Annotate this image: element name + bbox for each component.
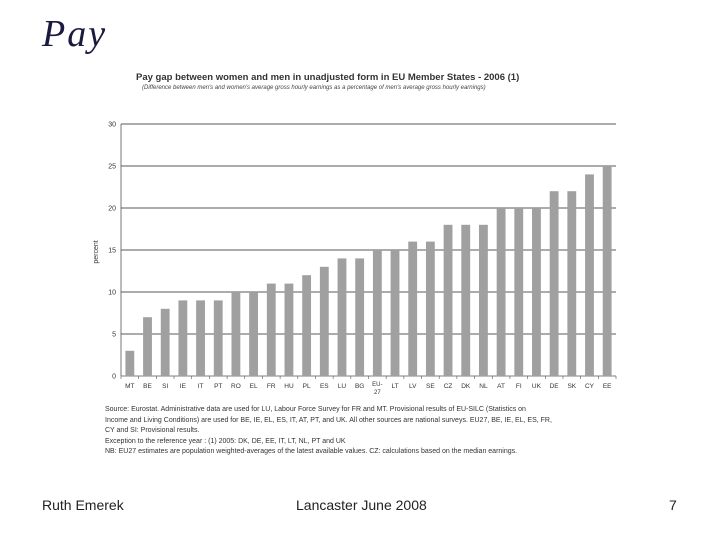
- bar-sk: [567, 191, 576, 376]
- bar-cy: [585, 174, 594, 376]
- bar-mt: [125, 351, 134, 376]
- x-tick-label: EE: [602, 383, 612, 390]
- bar-lu: [338, 258, 347, 376]
- x-tick-label: BE: [143, 383, 152, 390]
- bar-pl: [302, 275, 311, 376]
- bar-ro: [231, 292, 240, 376]
- bar-bg: [355, 258, 364, 376]
- bar-de: [550, 191, 559, 376]
- gridlines: [121, 124, 616, 376]
- x-tick-label: SI: [162, 383, 169, 390]
- y-tick-label: 10: [108, 289, 116, 297]
- bar-se: [426, 242, 435, 376]
- x-tick-label: PL: [302, 383, 311, 390]
- x-tick-label: HU: [284, 383, 294, 390]
- chart-notes: [105, 405, 615, 458]
- bar-dk: [461, 225, 470, 376]
- bar-uk: [532, 208, 541, 376]
- x-tick-label: EL: [249, 383, 258, 390]
- bar-eu-27: [373, 250, 382, 376]
- x-tick-label: AT: [497, 383, 506, 390]
- x-tick-label: BG: [354, 383, 365, 390]
- x-tick-label-cont: 27: [373, 390, 381, 396]
- bar-be: [143, 317, 152, 376]
- note-line: CY and SI: Provisional results.: [105, 427, 200, 434]
- x-tick-label: IE: [179, 383, 186, 390]
- y-tick-label: 15: [108, 247, 116, 255]
- y-tick-label: 25: [108, 163, 116, 171]
- bar-it: [196, 300, 205, 376]
- page-number: 7: [669, 497, 677, 513]
- bar-fr: [267, 284, 276, 376]
- bar-pt: [214, 300, 223, 376]
- footer-event: Lancaster June 2008: [296, 497, 427, 513]
- x-tick-label: DK: [461, 383, 471, 390]
- bar-at: [497, 208, 506, 376]
- bar-lt: [391, 250, 400, 376]
- bar-ie: [178, 300, 187, 376]
- y-tick-label: 0: [112, 373, 116, 381]
- bar-si: [161, 309, 170, 376]
- x-tick-label: MT: [125, 383, 135, 390]
- x-tick-label: CY: [584, 383, 594, 390]
- bar-es: [320, 267, 329, 376]
- y-axis-label: percent: [93, 240, 100, 264]
- bars: [125, 166, 611, 376]
- x-tick-label: PT: [214, 383, 223, 390]
- note-line: Exception to the reference year : (1) 2005: DK, DE, EE, IT, LT, NL, PT and UK: [105, 437, 346, 445]
- x-tick-label: LU: [337, 383, 347, 390]
- bar-nl: [479, 225, 488, 376]
- x-tick-label: EU-: [372, 382, 383, 388]
- note-line: NB: EU27 estimates are population weighted-averages of the latest available values. CZ: calculations based on the median earnings.: [105, 448, 518, 455]
- y-tick-label: 30: [108, 121, 116, 129]
- x-tick-label: CZ: [443, 383, 453, 390]
- x-tick-label: FR: [266, 383, 276, 390]
- bar-fi: [514, 208, 523, 376]
- x-tick-label: UK: [531, 383, 541, 390]
- bar-lv: [408, 242, 417, 376]
- x-tick-label: IT: [197, 383, 204, 390]
- x-tick-label: DE: [549, 383, 559, 390]
- bar-ee: [603, 166, 612, 376]
- x-tick-label: RO: [231, 383, 241, 390]
- bar-hu: [285, 284, 294, 376]
- chart-title: Pay gap between women and men in unadjusted form in EU Member States - 2006 (1): [136, 72, 520, 83]
- x-tick-label: SE: [426, 383, 435, 390]
- note-line: Source: Eurostat. Administrative data are used for LU, Labour Force Survey for FR and MT. Provisional results of EU-SILC (Statistics on: [105, 406, 526, 413]
- y-tick-label: 5: [112, 331, 116, 339]
- x-tick-label: SK: [567, 383, 577, 390]
- x-tick-label: LV: [408, 383, 417, 390]
- slide-title: Pay: [42, 13, 108, 55]
- chart-subtitle: (Difference between men's and women's average gross hourly earnings as a percentage of men's average gross hourly earnings): [142, 85, 486, 91]
- x-tick-label: NL: [479, 383, 488, 390]
- x-tick-label: ES: [319, 383, 329, 390]
- bar-cz: [444, 225, 453, 376]
- bar-el: [249, 292, 258, 376]
- note-line: Income and Living Conditions) are used for BE, IE, EL, ES, IT, AT, PT, and UK. All other sources are national surveys. EU27, BE, IE, EL, ES, FR,: [105, 416, 552, 424]
- y-tick-label: 20: [108, 205, 116, 213]
- x-tick-label: FI: [515, 383, 522, 390]
- x-tick-label: LT: [391, 383, 399, 390]
- footer-author: Ruth Emerek: [42, 497, 124, 513]
